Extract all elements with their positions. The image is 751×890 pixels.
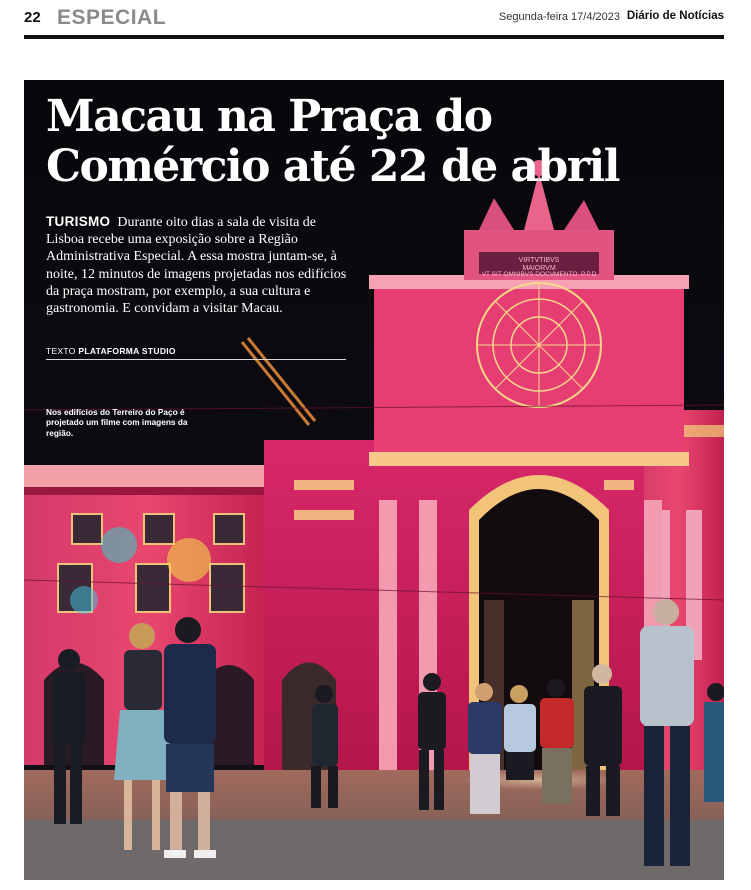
byline xyxy=(46,346,346,356)
headline: Macau na Praça do Comércio até 22 de abril xyxy=(46,91,619,192)
credit-name: PLATAFORMA STUDIO xyxy=(78,346,176,356)
lead-text: Durante oito dias a sala de visita de Lisboa recebe uma exposição sobre a Região Administrativa Especial. A essa mostra juntam-se, à noite, 12 minutos de imagens projetadas nos edifícios da praça mostram, por exemplo, a sua cultura e gastronomia. E convidam a visitar Macau. xyxy=(46,215,347,317)
page-number: 22 xyxy=(24,9,41,26)
kicker: TURISMO xyxy=(46,214,111,229)
credit-label: TEXTO xyxy=(46,346,76,356)
arch-inscription-1: VIRTVTIBVS xyxy=(518,257,560,264)
arch-inscription-2: MAIORVM xyxy=(522,265,556,272)
lead-paragraph xyxy=(46,213,356,317)
issue-date: Segunda-feira 17/4/2023 xyxy=(498,11,620,23)
page-header xyxy=(24,6,724,34)
newspaper-name: Diário de Notícias xyxy=(626,10,724,22)
section-title: ESPECIAL xyxy=(57,6,167,29)
header-rule xyxy=(24,35,724,39)
arch-inscription-3: VT SIT OMNIBVS DOCVMENTO. P.P.D xyxy=(481,271,597,278)
byline-rule xyxy=(46,359,346,360)
article-photo xyxy=(24,80,724,880)
photo-illustration xyxy=(24,80,724,880)
photo-caption: Nos edifícios do Terreiro do Paço é projetado um filme com imagens da região. xyxy=(46,407,188,438)
